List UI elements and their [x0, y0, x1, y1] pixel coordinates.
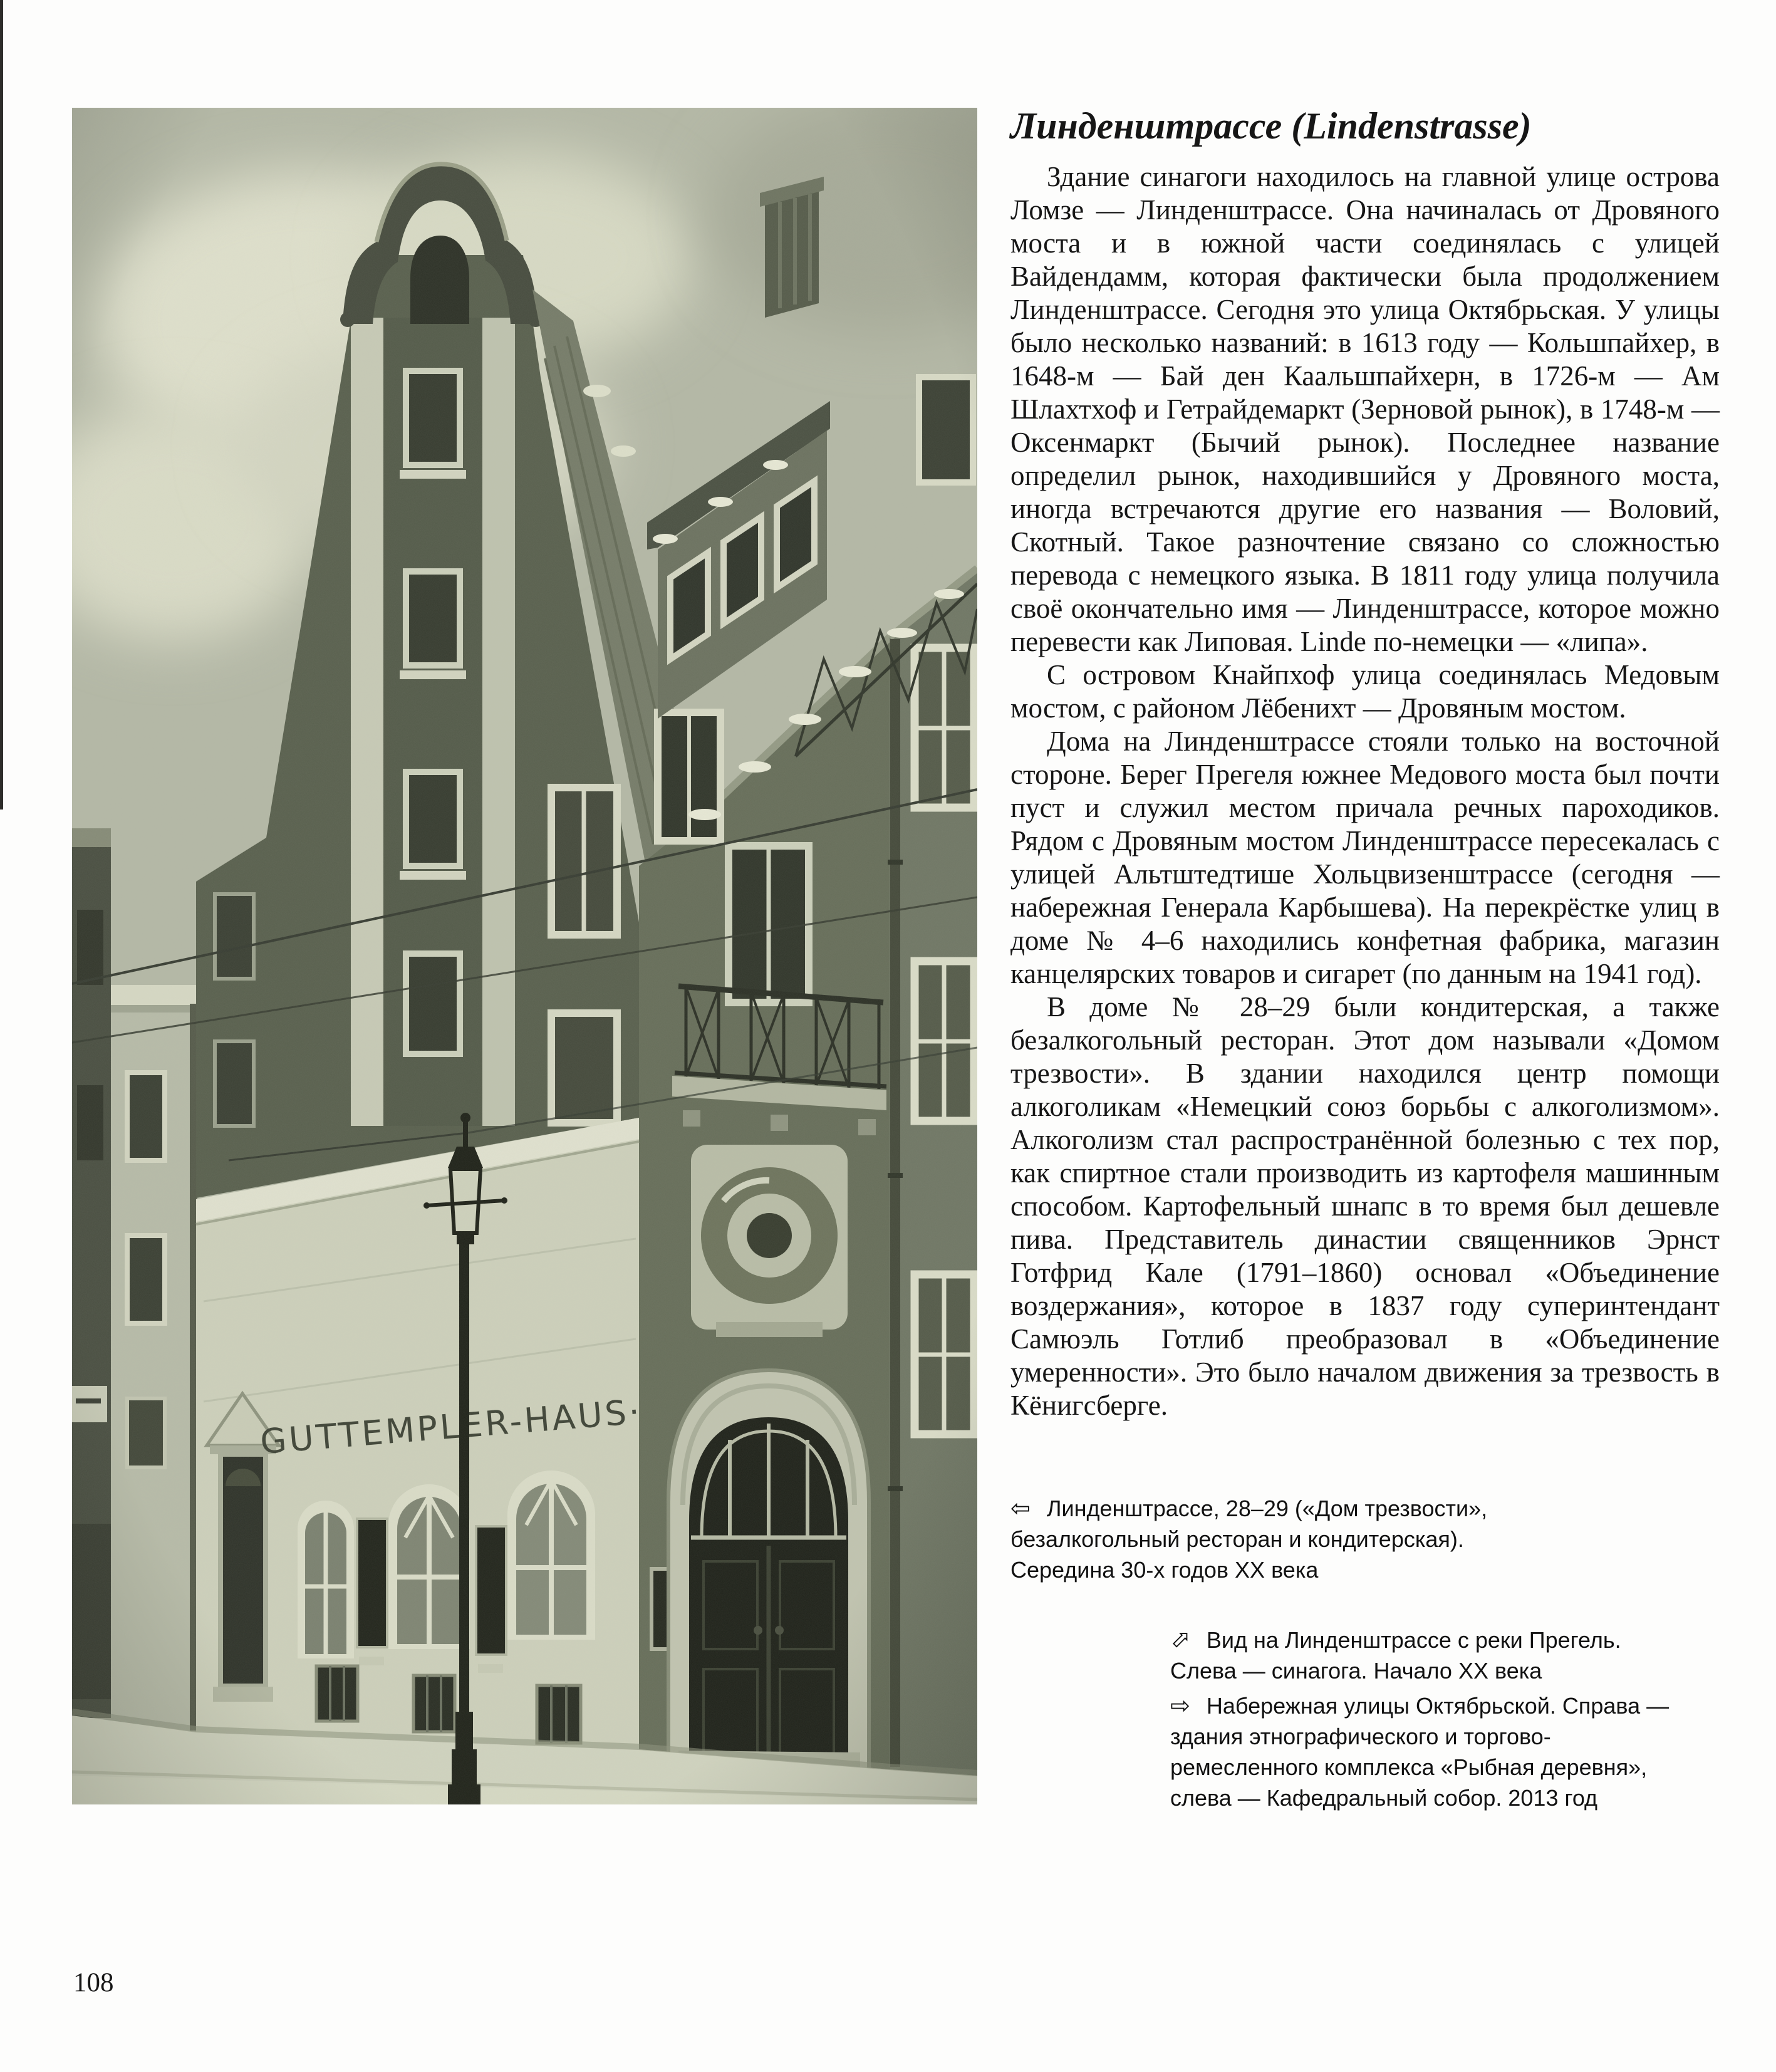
article-paragraph-2: С островом Кнайпхоф улица соединялась Медовым мостом, с районом Лёбенихт — Дровяным мостом.: [1010, 659, 1720, 724]
article-paragraph-3: Дома на Линденштрассе стояли только на восточной стороне. Берег Прегеля южнее Медового моста был почти пуст и служил местом причала речных пароходиков. Рядом с Дровяным мостом Линденштрассе пересекалась с улицей Альтштедтише Хольцвизенштрассе (сегодня — набережная Генерала Карбышева). На перекрёстке улиц в доме № 4–6 находились конфетная фабрика, магазин канцелярских товаров и сигарет (по данным на 1941 год).: [1010, 726, 1720, 989]
caption-oktyabrskaya-embankment: [1170, 1690, 1671, 1813]
photo-guttempler-haus: [72, 108, 977, 1804]
article-paragraph-1: Здание синагоги находилось на главной улице острова Ломзе — Линденштрассе. Она начиналась от Дровяного моста и в южной части соединялась с улицей Вайдендамм, которая фактически была продолжением Линденштрассе. Сегодня это улица Октябрьская. У улицы было несколько названий: в 1613 году — Кольшпайхер, в 1648-м — Бай ден Каальшпайхерн, в 1726-м — Ам Шлахтхоф и Гетрайдемаркт (Зерновой рынок), в 1748-м — Оксенмаркт (Бычий рынок). Последнее название определил рынок, находившийся у Дровяного моста, иногда встречаются другие его названия — Воловий, Скотный. Такое разночтение связано со сложностью перевода с немецкого языка. В 1811 году улица получила своё окончательно имя — Линденштрассе, которое можно перевести как Липовая. Linde по-немецки — «липа».: [1010, 161, 1720, 657]
article-paragraph-4: В доме № 28–29 были кондитерская, а также безалкогольный ресторан. Этот дом называли «Домом трезвости». В здании находился центр помощи алкоголикам «Немецкий союз борьбы с алкоголизмом». Алкоголизм стал распространённой болезнью с тех пор, как спиртное стали производить из картофеля машинным способом. Картофельный шнапс в то время был дешевле пива. Представитель династии священников Эрнст Готфрид Кале (1791–1860) основал «Объединение воздержания», которое в 1837 году суперинтендант Самюэль Готлиб преобразовал в «Объединение умеренности». Это было началом движения за трезвость в Кёнигсберге.: [1010, 991, 1720, 1421]
caption-house-of-sobriety: [1010, 1493, 1562, 1585]
scan-artifact-left-edge: [0, 0, 3, 810]
article-title: Линденштрассе (Lindenstrasse): [1010, 105, 1532, 147]
caption-text: Линденштрассе, 28–29 («Дом трезвости», безалкогольный ресторан и кондитерская). Середина 30-х годов XX века: [1010, 1496, 1488, 1583]
photo-illustration: [72, 108, 977, 1804]
article-column: [1010, 105, 1720, 1422]
up-right-white-arrow-icon: ⇧: [1163, 1623, 1198, 1657]
film-grain-overlay: [72, 108, 977, 1804]
caption-text: Набережная улицы Октябрьской. Справа — здания этнографического и торгово-ремесленного комплекса «Рыбная деревня», слева — Кафедральный собор. 2013 год: [1170, 1693, 1670, 1811]
caption-text: Вид на Линденштрассе с реки Прегель. Слева — синагога. Начало XX века: [1170, 1627, 1621, 1684]
page-number: 108: [73, 1968, 114, 1997]
right-white-arrow-icon: ⇨: [1170, 1692, 1190, 1719]
left-white-arrow-icon: ⇦: [1010, 1494, 1031, 1522]
caption-view-from-pregel: [1163, 1623, 1671, 1686]
